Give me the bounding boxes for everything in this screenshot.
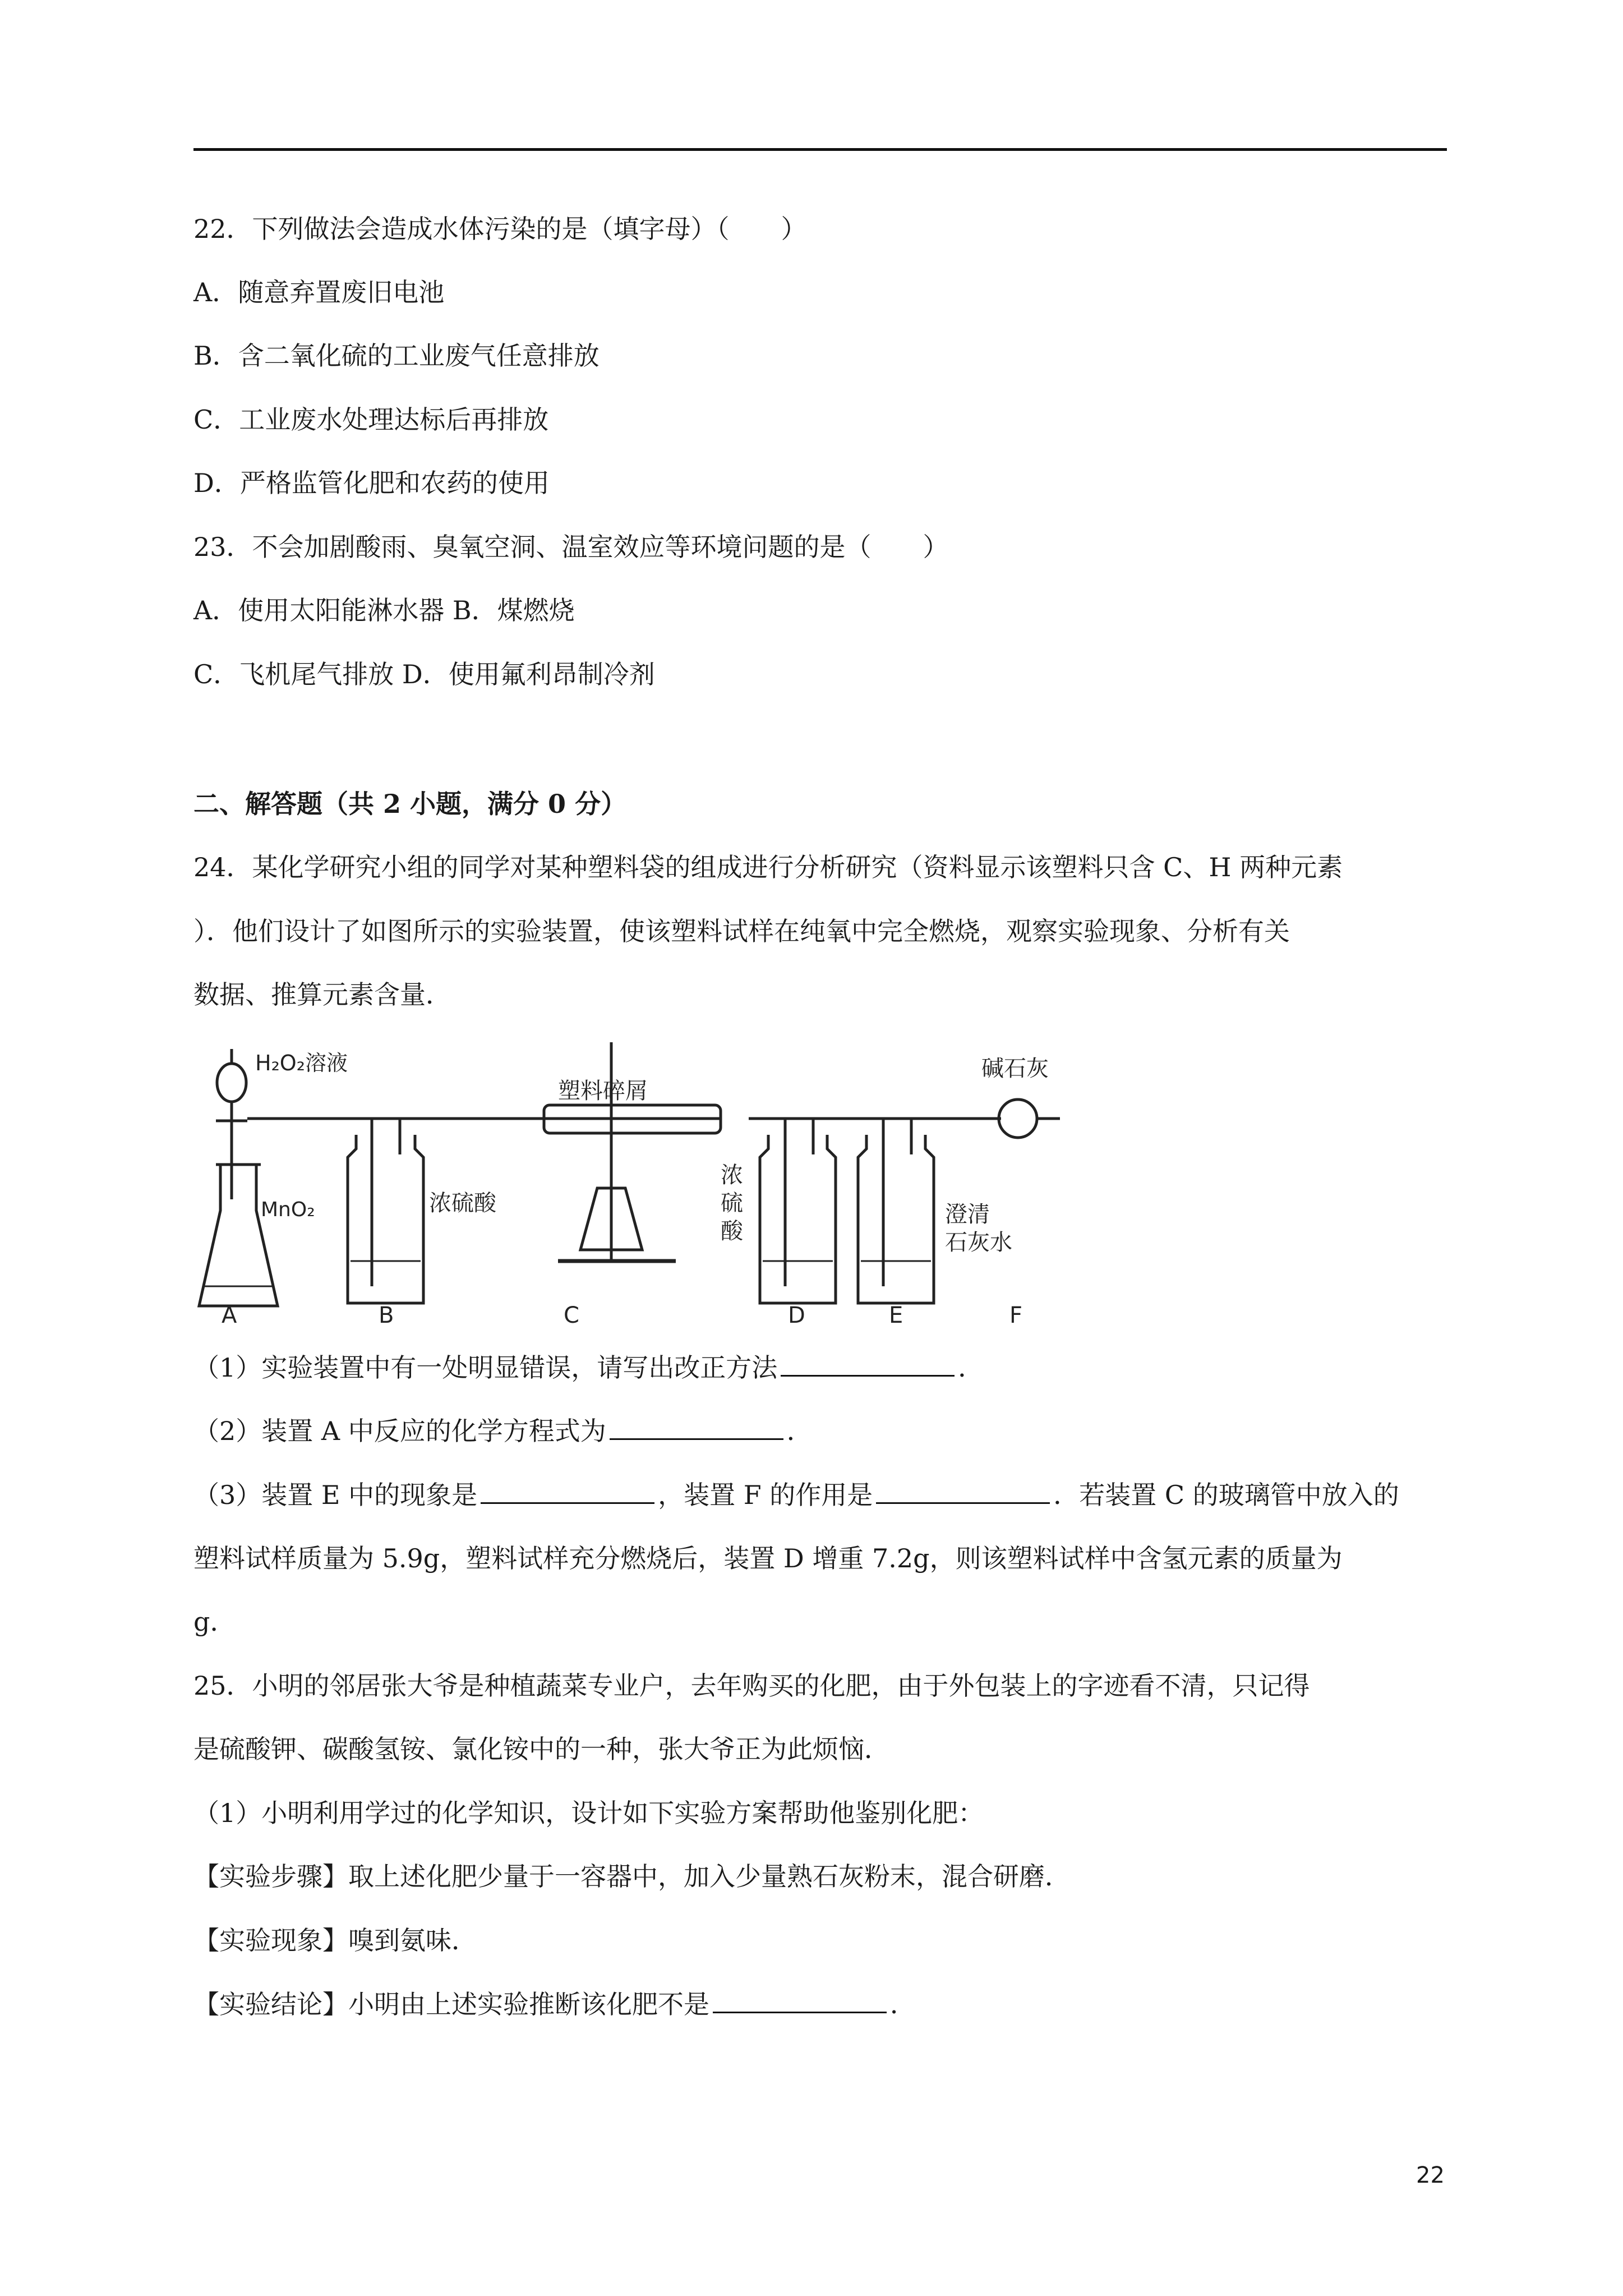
label-e: E — [889, 1303, 903, 1327]
label-plastic-scraps: 塑料碎屑 — [558, 1078, 648, 1104]
q23-options-ab: A．使用太阳能淋水器 B．煤燃烧 — [193, 595, 575, 625]
bottle-b — [348, 1135, 423, 1303]
answer-blank[interactable] — [781, 1350, 955, 1377]
q24-line-1: 24．某化学研究小组的同学对某种塑料袋的组成进行分析研究（资料显示该塑料只含 C、H 两种元素 — [193, 852, 1343, 882]
q24-part-3-line-3: g． — [193, 1607, 236, 1637]
label-d: D — [788, 1303, 805, 1327]
label-liu: 硫 — [721, 1190, 743, 1216]
q25-step: 【实验步骤】取上述化肥少量于一容器中，加入少量熟石灰粉末，混合研磨． — [193, 1861, 1071, 1892]
funnel-bulb — [217, 1064, 246, 1102]
q24-part-3-a: （3）装置 E 中的现象是 — [193, 1480, 478, 1510]
q22-option-a: A．随意弃置废旧电池 — [193, 277, 445, 307]
bottle-e — [858, 1135, 934, 1303]
label-clear: 澄清 — [945, 1202, 990, 1227]
q24-part-3-c: ．若装置 C 的玻璃管中放入的 — [1053, 1480, 1399, 1510]
q22-option-d: D．严格监管化肥和农药的使用 — [193, 468, 550, 498]
label-c: C — [564, 1303, 579, 1327]
bottle-d — [760, 1135, 836, 1303]
experiment-apparatus-figure — [193, 1037, 1060, 1327]
label-b: B — [379, 1303, 394, 1327]
page-number: 22 — [1416, 2162, 1445, 2188]
q24-part-2-text: （2）装置 A 中反应的化学方程式为 — [193, 1416, 606, 1446]
q24-part-2-end: ． — [786, 1416, 813, 1446]
label-a: A — [222, 1303, 237, 1327]
q25-phenomenon: 【实验现象】嗅到氨味． — [193, 1925, 477, 1955]
q23-stem: 23．不会加剧酸雨、臭氧空洞、温室效应等环境问题的是（ ） — [193, 532, 949, 562]
q25-line-2: 是硫酸钾、碳酸氢铵、氯化铵中的一种，张大爷正为此烦恼． — [193, 1734, 890, 1764]
label-mno2: MnO₂ — [261, 1198, 315, 1221]
q24-line-2: ）．他们设计了如图所示的实验装置，使该塑料试样在纯氧中完全燃烧，观察实验现象、分析有关 — [193, 916, 1290, 946]
q25-conclusion — [193, 1987, 916, 2021]
header-rule — [193, 148, 1447, 151]
q23-options-cd: C．飞机尾气排放 D．使用氟利昂制冷剂 — [193, 659, 655, 689]
label-limewater: 石灰水 — [945, 1230, 1012, 1255]
q25-conclusion-text: 【实验结论】小明由上述实验推断该化肥不是 — [193, 1989, 709, 2019]
conical-flask — [199, 1166, 278, 1306]
q22-stem: 22．下列做法会造成水体污染的是（填字母）（ ） — [193, 214, 807, 244]
q24-part-1-text: （1）实验装置中有一处明显错误，请写出改正方法 — [193, 1352, 778, 1383]
q24-part-3 — [193, 1478, 1399, 1512]
q22-option-c: C．工业废水处理达标后再排放 — [193, 404, 549, 435]
q25-part-1: （1）小明利用学过的化学知识，设计如下实验方案帮助他鉴别化肥： — [193, 1798, 984, 1828]
label-concentrated-sulfuric-acid: 浓硫酸 — [429, 1190, 496, 1216]
label-soda-lime: 碱石灰 — [981, 1056, 1049, 1082]
q25-conclusion-end: ． — [890, 1989, 916, 2019]
q24-line-3: 数据、推算元素含量． — [193, 979, 451, 1010]
label-nong: 浓 — [721, 1162, 743, 1188]
answer-blank[interactable] — [610, 1414, 783, 1440]
answer-blank[interactable] — [713, 1987, 887, 2013]
drying-tube-bulb — [999, 1099, 1037, 1138]
q22-option-b: B．含二氧化硫的工业废气任意排放 — [193, 341, 600, 371]
section-heading: 二、解答题（共 2 小题，满分 0 分） — [193, 789, 627, 819]
q24-part-1-end: ． — [958, 1352, 984, 1383]
answer-blank[interactable] — [481, 1478, 654, 1504]
label-h2o2: H₂O₂溶液 — [255, 1051, 348, 1075]
label-suan: 酸 — [721, 1218, 743, 1244]
q25-line-1: 25．小明的邻居张大爷是种植蔬菜专业户，去年购买的化肥，由于外包装上的字迹看不清，只记得 — [193, 1671, 1310, 1701]
answer-blank[interactable] — [876, 1478, 1050, 1504]
q24-part-3-b: ，装置 F 的作用是 — [658, 1480, 873, 1510]
label-f: F — [1009, 1303, 1023, 1327]
q24-part-3-line-2: 塑料试样质量为 5.9g，塑料试样充分燃烧后，装置 D 增重 7.2g，则该塑料试样中含氢元素的质量为 — [193, 1543, 1343, 1573]
q24-part-2 — [193, 1414, 813, 1448]
q24-part-1 — [193, 1350, 984, 1384]
